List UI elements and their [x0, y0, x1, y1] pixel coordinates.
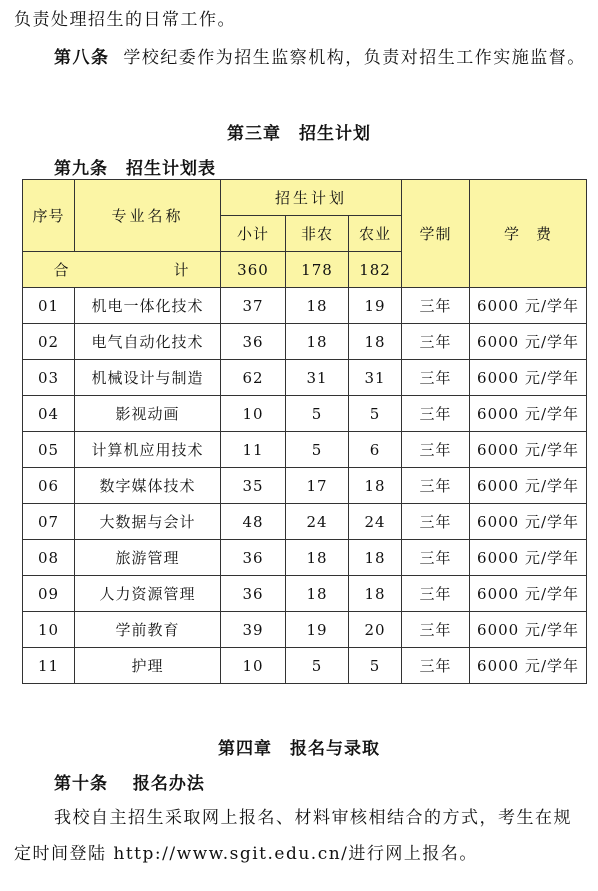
total-label-right: 计: [173, 260, 190, 279]
cell-no: 04: [23, 396, 75, 432]
cell-duration: 三年: [402, 288, 470, 324]
cell-ag: 6: [349, 432, 402, 468]
header-major: 专业名称: [75, 180, 221, 252]
enrollment-plan-table: [22, 179, 587, 684]
total-label: [23, 252, 221, 288]
cell-no: 08: [23, 540, 75, 576]
cell-duration: 三年: [402, 576, 470, 612]
cell-major: 数字媒体技术: [75, 468, 221, 504]
header-duration: 学制: [402, 180, 470, 288]
header-no: 序号: [23, 180, 75, 252]
cell-ag: 20: [349, 612, 402, 648]
cell-major: 机械设计与制造: [75, 360, 221, 396]
cell-ag: 18: [349, 576, 402, 612]
cell-fee: 6000 元/学年: [470, 648, 587, 684]
total-subtotal: 360: [221, 252, 286, 288]
paragraph-article-8: [14, 40, 586, 76]
cell-ag: 24: [349, 504, 402, 540]
cell-major: 护理: [75, 648, 221, 684]
cell-ag: 18: [349, 324, 402, 360]
table-row: [23, 288, 587, 324]
table-row: [23, 324, 587, 360]
cell-no: 10: [23, 612, 75, 648]
cell-major: 旅游管理: [75, 540, 221, 576]
table-row: [23, 468, 587, 504]
total-ag: 182: [349, 252, 402, 288]
cell-major: 大数据与会计: [75, 504, 221, 540]
cell-no: 06: [23, 468, 75, 504]
paragraph-registration: 我校自主招生采取网上报名、材料审核相结合的方式，考生在规定时间登陆 http://www.sgit.edu.cn/进行网上报名。: [14, 808, 572, 864]
cell-ag: 18: [349, 540, 402, 576]
table-row: [23, 432, 587, 468]
cell-fee: 6000 元/学年: [470, 324, 587, 360]
table-row: [23, 504, 587, 540]
cell-fee: 6000 元/学年: [470, 360, 587, 396]
table-row: [23, 576, 587, 612]
cell-major: 影视动画: [75, 396, 221, 432]
cell-subtotal: 48: [221, 504, 286, 540]
cell-subtotal: 11: [221, 432, 286, 468]
cell-subtotal: 36: [221, 324, 286, 360]
cell-duration: 三年: [402, 432, 470, 468]
cell-nonag: 5: [286, 432, 349, 468]
cell-subtotal: 10: [221, 396, 286, 432]
article-10-heading: 第十条 报名办法: [54, 774, 205, 794]
cell-fee: 6000 元/学年: [470, 468, 587, 504]
table-row: [23, 612, 587, 648]
chapter-3-heading: 第三章 招生计划: [227, 124, 371, 144]
cell-nonag: 5: [286, 648, 349, 684]
cell-no: 09: [23, 576, 75, 612]
cell-no: 02: [23, 324, 75, 360]
total-nonag: 178: [286, 252, 349, 288]
table-row: [23, 540, 587, 576]
table-row: [23, 648, 587, 684]
cell-no: 11: [23, 648, 75, 684]
cell-duration: 三年: [402, 504, 470, 540]
cell-major: 学前教育: [75, 612, 221, 648]
cell-major: 计算机应用技术: [75, 432, 221, 468]
table-header-row-1: [23, 180, 587, 216]
cell-nonag: 19: [286, 612, 349, 648]
cell-no: 01: [23, 288, 75, 324]
header-nonag: 非农: [286, 216, 349, 252]
cell-nonag: 31: [286, 360, 349, 396]
cell-duration: 三年: [402, 612, 470, 648]
article-8-label: 第八条: [54, 48, 110, 68]
cell-nonag: 24: [286, 504, 349, 540]
cell-ag: 19: [349, 288, 402, 324]
paragraph-continuation: 负责处理招生的日常工作。: [14, 10, 236, 30]
article-8-text: 学校纪委作为招生监察机构，负责对招生工作实施监督。: [123, 48, 586, 68]
cell-fee: 6000 元/学年: [470, 540, 587, 576]
cell-subtotal: 62: [221, 360, 286, 396]
cell-subtotal: 37: [221, 288, 286, 324]
cell-fee: 6000 元/学年: [470, 288, 587, 324]
cell-subtotal: 35: [221, 468, 286, 504]
cell-subtotal: 36: [221, 540, 286, 576]
cell-duration: 三年: [402, 468, 470, 504]
cell-major: 人力资源管理: [75, 576, 221, 612]
table-row: [23, 396, 587, 432]
cell-ag: 18: [349, 468, 402, 504]
cell-duration: 三年: [402, 648, 470, 684]
cell-major: 机电一体化技术: [75, 288, 221, 324]
cell-duration: 三年: [402, 324, 470, 360]
cell-subtotal: 10: [221, 648, 286, 684]
cell-nonag: 18: [286, 324, 349, 360]
table-row: [23, 360, 587, 396]
chapter-4-heading: 第四章 报名与录取: [218, 739, 380, 759]
cell-fee: 6000 元/学年: [470, 504, 587, 540]
header-ag: 农业: [349, 216, 402, 252]
cell-fee: 6000 元/学年: [470, 396, 587, 432]
cell-major: 电气自动化技术: [75, 324, 221, 360]
header-fee: 学 费: [470, 180, 587, 288]
cell-nonag: 17: [286, 468, 349, 504]
cell-fee: 6000 元/学年: [470, 612, 587, 648]
cell-ag: 31: [349, 360, 402, 396]
cell-nonag: 18: [286, 288, 349, 324]
cell-fee: 6000 元/学年: [470, 576, 587, 612]
cell-subtotal: 39: [221, 612, 286, 648]
header-plan: 招生计划: [221, 180, 402, 216]
cell-fee: 6000 元/学年: [470, 432, 587, 468]
header-subtotal: 小计: [221, 216, 286, 252]
cell-nonag: 18: [286, 540, 349, 576]
article-9-heading: 第九条 招生计划表: [54, 159, 216, 179]
cell-nonag: 18: [286, 576, 349, 612]
cell-subtotal: 36: [221, 576, 286, 612]
cell-nonag: 5: [286, 396, 349, 432]
cell-ag: 5: [349, 648, 402, 684]
total-label-left: 合: [53, 260, 70, 279]
cell-ag: 5: [349, 396, 402, 432]
cell-duration: 三年: [402, 360, 470, 396]
cell-no: 03: [23, 360, 75, 396]
cell-no: 07: [23, 504, 75, 540]
cell-duration: 三年: [402, 396, 470, 432]
cell-no: 05: [23, 432, 75, 468]
cell-duration: 三年: [402, 540, 470, 576]
